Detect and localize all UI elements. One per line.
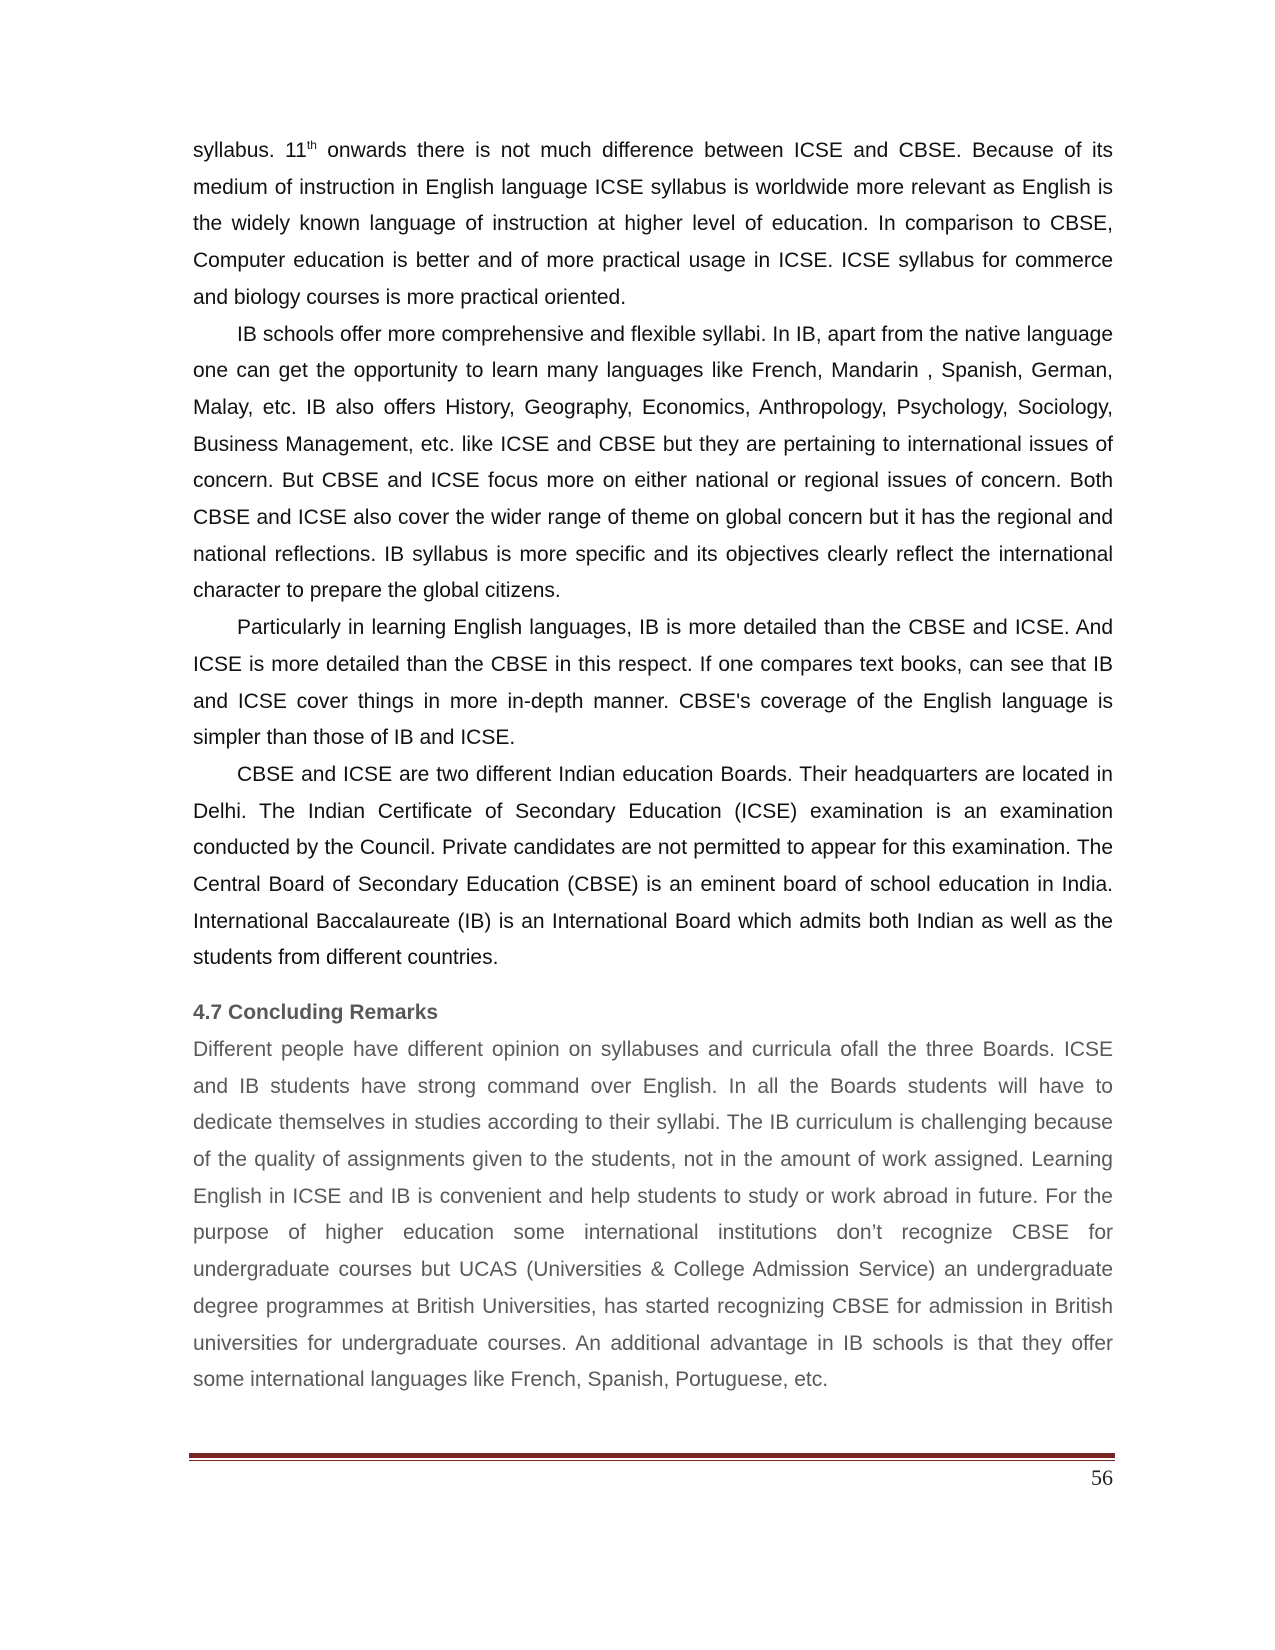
footer-rule [189,1453,1115,1461]
paragraph-1 [193,133,1113,317]
section-heading: 4.7 Concluding Remarks [193,1001,439,1025]
footer-rule-thin [189,1460,1115,1461]
paragraph-1-rest: onwards there is not much difference between ICSE and CBSE. Because of its medium of instruction in English language ICSE syllabus is worldwide more relevant as English is the widely known language of instruction at higher level of education. In comparison to CBSE, Computer education is better and of more practical usage in ICSE. ICSE syllabus for commerce and biology courses is more practical oriented. [193,139,1113,309]
superscript-th: th [306,138,317,152]
page-number: 56 [1091,1465,1113,1490]
paragraph-2: IB schools offer more comprehensive and flexible syllabi. In IB, apart from the native language one can get the opportunity to learn many languages like French, Mandarin , Spanish, German, Malay, etc. IB also offers History, Geography, Economics, Anthropology, Psychology, Sociology, Business Management, etc. like ICSE and CBSE but they are pertaining to international issues of concern. But CBSE and ICSE focus more on either national or regional issues of concern. Both CBSE and ICSE also cover the wider range of theme on global concern but it has the regional and national reflections. IB syllabus is more specific and its objectives clearly reflect the international character to prepare the global citizens. [193,322,1113,603]
paragraph-1-start: syllabus. 11 [193,139,307,162]
body-text [193,133,1113,1399]
paragraph-3: Particularly in learning English languages, IB is more detailed than the CBSE and ICSE. And ICSE is more detailed than the CBSE in this respect. If one compares text books, can see that IB and ICSE cover things in more in-depth manner. CBSE's coverage of the English language is simpler than those of IB and ICSE. [193,616,1113,750]
section-paragraph: Different people have different opinion on syllabuses and curricula ofall the three Boards. ICSE and IB students have strong command over English. In all the Boards students will have to dedicate themselves in studies according to their syllabi. The IB curriculum is challenging because of the quality of assignments given to the students, not in the amount of work assigned. Learning English in ICSE and IB is convenient and help students to study or work abroad in future. For the purpose of higher education some international institutions don’t recognize CBSE for undergraduate courses but UCAS (Universities & College Admission Service) an undergraduate degree programmes at British Universities, has started recognizing CBSE for admission in British universities for undergraduate courses. An additional advantage in IB schools is that they offer some international languages like French, Spanish, Portuguese, etc. [193,1037,1113,1392]
footer-rule-thick [189,1453,1115,1458]
paragraph-4: CBSE and ICSE are two different Indian education Boards. Their headquarters are located in Delhi. The Indian Certificate of Secondary Education (ICSE) examination is an examination conducted by the Council. Private candidates are not permitted to appear for this examination. The Central Board of Secondary Education (CBSE) is an eminent board of school education in India. International Baccalaureate (IB) is an International Board which admits both Indian as well as the students from different countries. [193,762,1113,970]
